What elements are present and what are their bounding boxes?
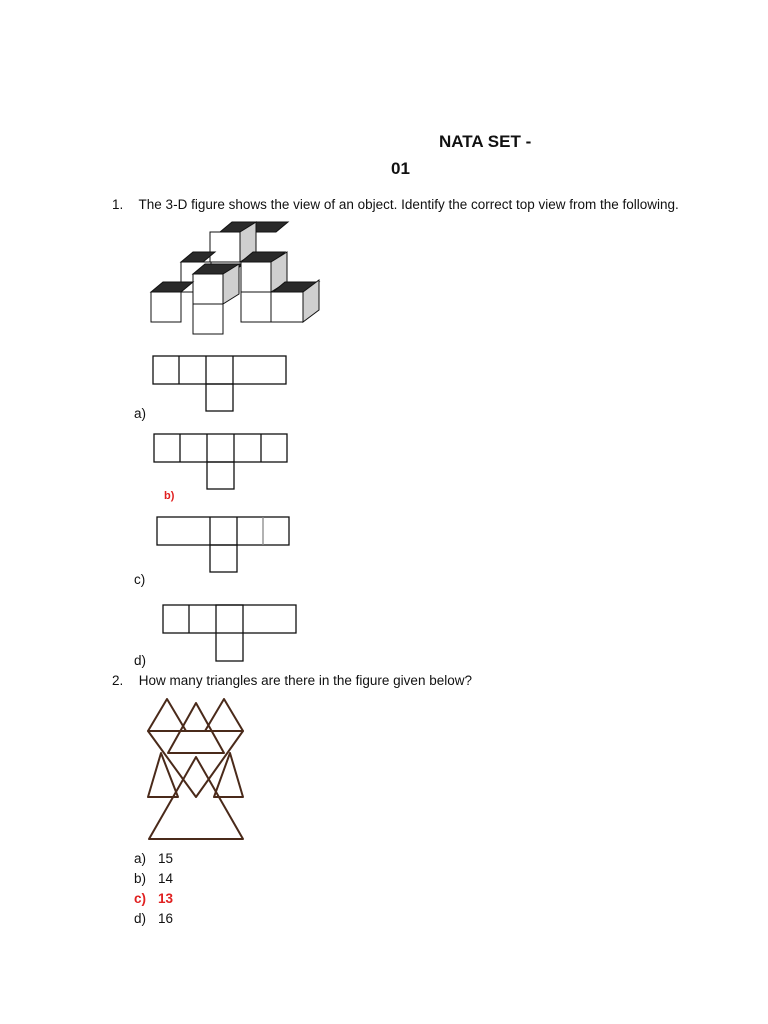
option-value: 16 xyxy=(158,911,174,926)
option-value: 13 xyxy=(158,891,174,906)
option-c-correct[interactable] xyxy=(134,891,173,906)
option-d-label[interactable]: d) xyxy=(134,653,147,668)
option-a-top-view xyxy=(152,355,288,415)
option-b-top-view xyxy=(153,433,289,493)
option-b-label[interactable]: b) xyxy=(164,490,175,502)
triangle-figure-icon xyxy=(146,697,246,843)
option-d[interactable] xyxy=(134,911,173,926)
option-label: d) xyxy=(134,911,147,926)
option-a[interactable] xyxy=(134,851,173,866)
page-title-line-2: 01 xyxy=(391,159,410,178)
option-a-label[interactable]: a) xyxy=(134,406,147,421)
option-label: a) xyxy=(134,851,147,866)
page-title-line-1: NATA SET - xyxy=(439,132,532,151)
question-number: 2. xyxy=(112,673,124,688)
question-1 xyxy=(112,197,679,212)
option-b[interactable] xyxy=(134,871,173,886)
question-number: 1. xyxy=(112,197,124,212)
question-text: How many triangles are there in the figure given below? xyxy=(138,673,472,688)
option-value: 15 xyxy=(158,851,174,866)
option-value: 14 xyxy=(158,871,174,886)
option-c-top-view xyxy=(156,516,292,576)
question-2 xyxy=(112,673,472,688)
option-c-label[interactable]: c) xyxy=(134,572,146,587)
option-label: b) xyxy=(134,871,147,886)
isometric-cube-stack-icon xyxy=(145,218,325,333)
option-label: c) xyxy=(134,891,147,906)
option-d-top-view xyxy=(162,604,298,664)
question-text: The 3-D figure shows the view of an object. Identify the correct top view from the following. xyxy=(138,197,679,212)
